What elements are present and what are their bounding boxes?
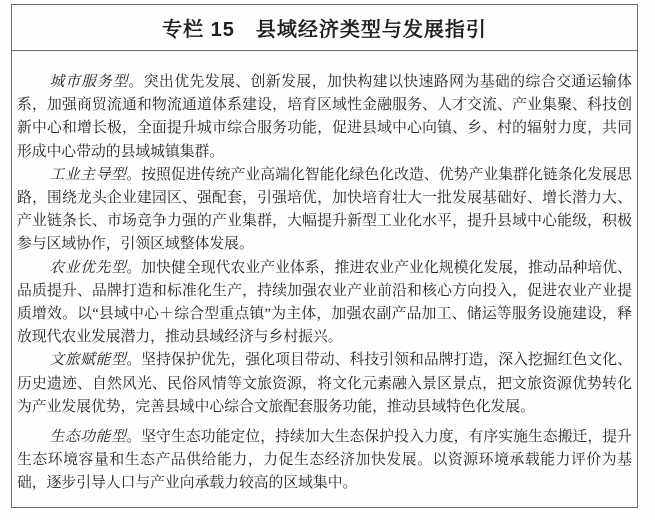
type-term-urban-service: 城市服务型 [49,74,129,90]
type-term-culture-tourism: 文旅赋能型 [49,352,127,369]
paragraph-text: 。突出优先发展、创新发展，加快构建以快速路网为基础的综合交通运输体系，加强商贸流通和物流通道体系建设，培育区域性金融服务、人才交流、产业集聚、科技创新中心和增长极，全面提升城市综合服务功能，促进县域中心向镇、乡、村的辐射力度，共同形成中心带动的县域城镇集群。 [17,74,632,160]
type-term-agriculture-priority: 农业优先型 [49,259,127,276]
paragraph-urban-service-type [17,71,632,164]
paragraph-ecological-function-type [17,426,632,496]
panel-body [12,51,637,496]
paragraph-text: 。按照促进传统产业高端化智能化绿色化改造、优势产业集群化链条化发展思路，围绕龙头企业建园区、强配套，引强培优，加快培育壮大一批发展基础好、增长潜力大、产业链条长、市场竞争力强的产业集群，大幅提升新型工业化水平，提升县域中心能级，积极参与区域协作，引领区域整体发展。 [17,166,632,253]
type-term-industry-led: 工业主导型 [49,166,127,183]
paragraph-agriculture-priority-type [17,257,632,350]
panel-title-bar [12,5,637,51]
paragraph-text: 。坚持保护优先，强化项目带动、科技引领和品牌打造，深入挖掘红色文化、历史遗迹、自然风光、民俗风情等文旅资源，将文化元素融入景区景点，把文旅资源优势转化为产业发展优势，完善县域中心综合文旅配套服务功能，推动县域特色化发展。 [17,352,632,415]
paragraph-text: 。加快健全现代农业产业体系，推进农业产业化规模化发展，推动品种培优、品质提升、品牌打造和标准化生产，持续加强农业产业前沿和核心方向投入，促进农业产业提质增效。以“县域中心＋综合型重点镇”为主体，加强农副产品加工、储运等服务设施建设，释放现代农业发展潜力，推动县域经济与乡村振兴。 [17,259,632,346]
paragraph-text: 。坚守生态功能定位，持续加大生态保护投入力度，有序实施生态搬迁，提升生态环境容量和生态产品供给能力，力促生态经济加快发展。以资源环境承载能力评价为基础，逐步引导人口与产业向承载力较高的区域集中。 [17,429,632,492]
paragraph-culture-tourism-type [17,349,632,419]
panel-title: 专栏 15 县域经济类型与发展指引 [162,19,487,41]
paragraph-industry-led-type [17,164,632,257]
column-box-panel [11,4,638,508]
type-term-ecological-function: 生态功能型 [49,429,127,446]
